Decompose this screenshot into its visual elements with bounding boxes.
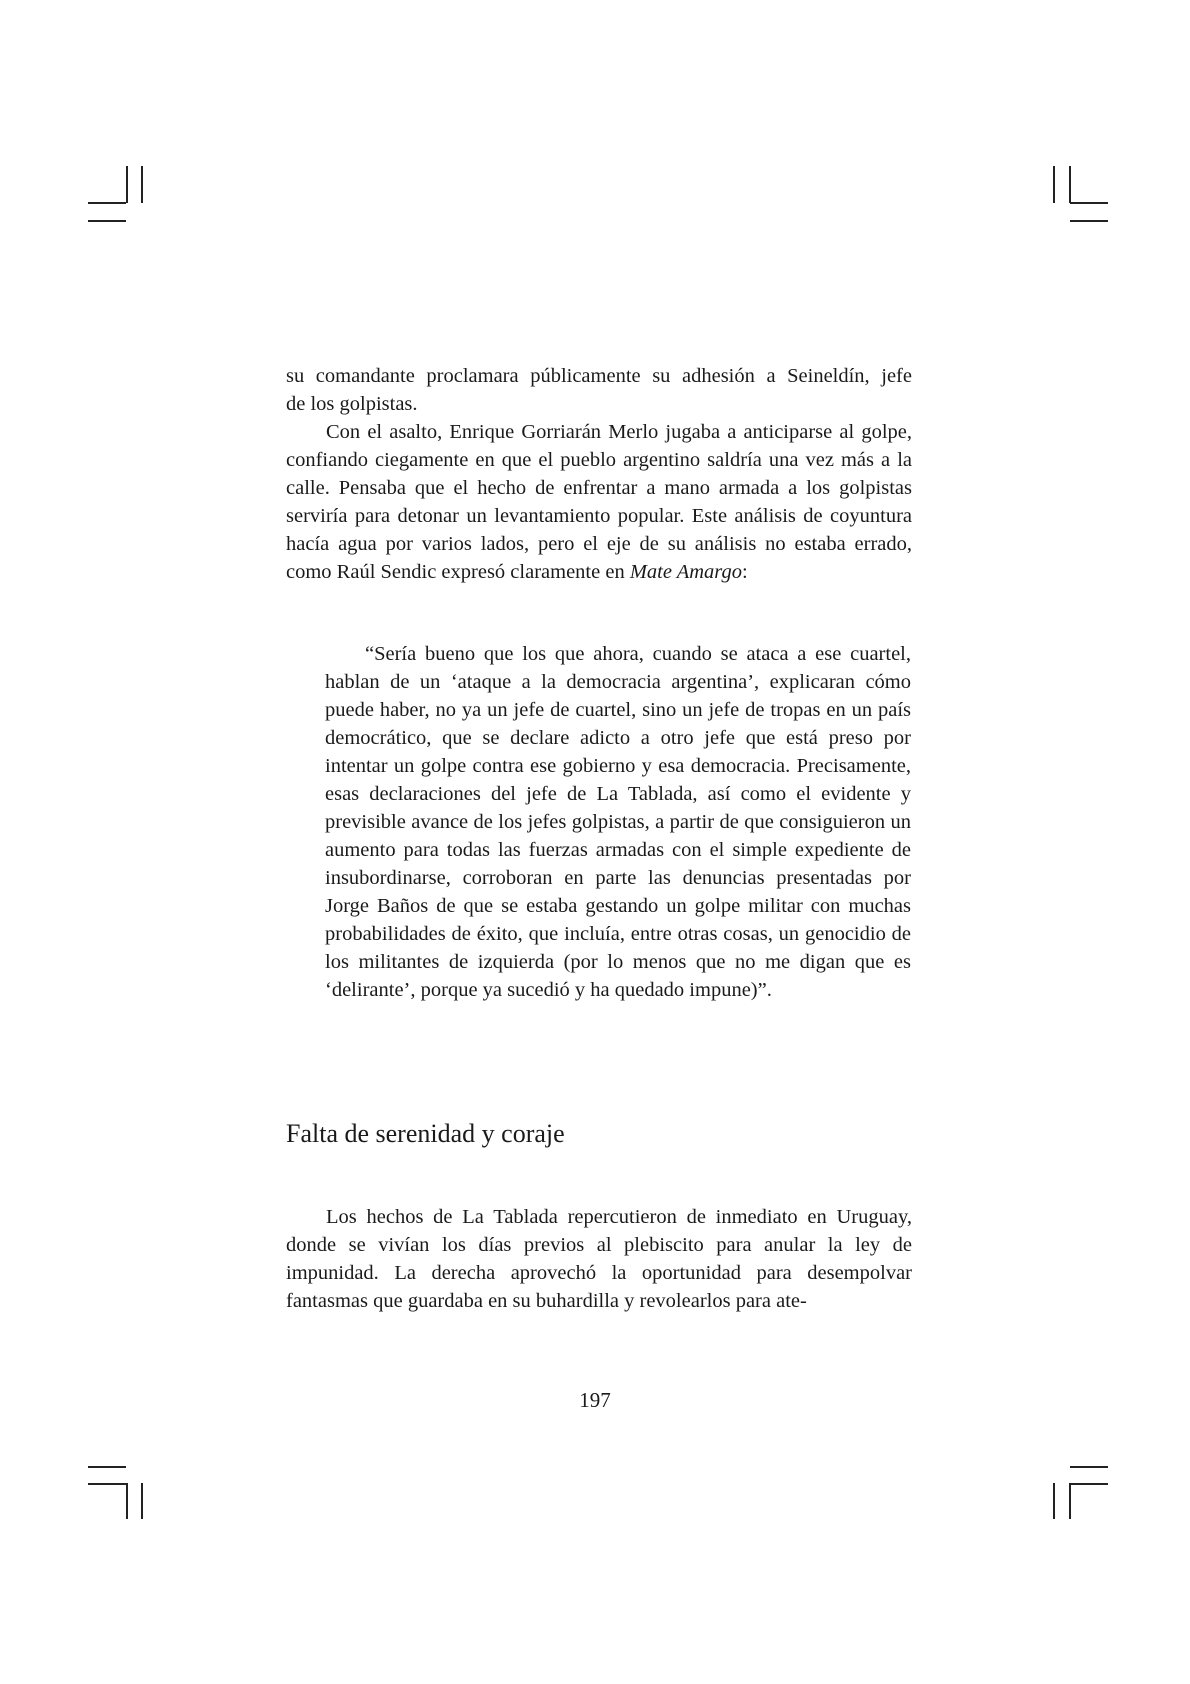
crop-mark-bottom-right-h2 <box>1070 1483 1108 1485</box>
crop-mark-top-left-h2 <box>88 220 126 222</box>
crop-mark-top-right-h2 <box>1070 220 1108 222</box>
continued-paragraph-line-1: su comandante proclamara públicamente su adhesión a Seineldín, jefe <box>286 365 912 387</box>
crop-mark-top-left-v2 <box>141 166 143 203</box>
crop-mark-bottom-right-h <box>1070 1466 1108 1468</box>
paragraph-assault-text: Con el asalto, Enrique Gorriarán Merlo jugaba a anticiparse al golpe, confiando ciegamente en que el pueblo argentino saldría una vez más a la calle. Pensaba que el hecho de enfrentar a mano armada a los golpistas serviría para detonar un levantamiento popular. Este análisis de coyuntura hacía agua por varios lados, pero el eje de su análisis no estaba errado, como Raúl Sendic expresó claramente en <box>286 421 912 583</box>
crop-mark-top-right-v <box>1053 166 1055 203</box>
body-text-section <box>286 1203 912 1315</box>
body-text-top <box>286 362 912 586</box>
crop-mark-top-left-h <box>88 202 126 204</box>
section-heading: Falta de serenidad y coraje <box>286 1119 565 1148</box>
crop-mark-bottom-left-h <box>88 1466 126 1468</box>
crop-mark-bottom-left-v2 <box>141 1483 143 1519</box>
paragraph-assault-end: : <box>742 561 748 583</box>
crop-mark-bottom-left-h2 <box>88 1483 126 1485</box>
paragraph-assault <box>286 418 912 586</box>
crop-mark-bottom-right-v <box>1053 1483 1055 1519</box>
crop-mark-bottom-right-v2 <box>1069 1483 1071 1519</box>
crop-mark-top-left-v <box>126 166 128 203</box>
page-number: 197 <box>579 1388 611 1412</box>
crop-mark-top-right-v2 <box>1069 166 1071 203</box>
section-paragraph: Los hechos de La Tablada repercutieron de inmediato en Uruguay, donde se vivían los días previos al plebiscito para anular la ley de impunidad. La derecha aprovechó la oportunidad para desempolvar fantasmas que guardaba en su buhardilla y revolearlos para ate- <box>286 1206 912 1312</box>
quote-text: “Sería bueno que los que ahora, cuando se ataca a ese cuartel, hablan de un ‘ataque a la democracia argentina’, explicaran cómo puede haber, no ya un jefe de cuartel, sino un jefe de tropas en un país democrático, que se declare adicto a otro jefe que está preso por intentar un golpe contra ese gobierno y esa democracia. Precisamente, esas declaraciones del jefe de La Tablada, así como el evidente y previsible avance de los jefes golpistas, a partir de que consiguieron un aumento para todas las fuerzas armadas con el simple expediente de insubordinarse, corroboran en parte las denuncias presentadas por Jorge Baños de que se estaba gestando un golpe militar con muchas probabilidades de éxito, que incluía, entre otras cosas, un genocidio de los militantes de izquierda (por lo menos que no me digan que es ‘delirante’, porque ya sucedió y ha quedado impune)”. <box>325 643 911 1001</box>
crop-mark-bottom-left-v <box>126 1483 128 1519</box>
publication-title: Mate Amargo <box>629 561 742 583</box>
block-quote <box>325 640 911 1004</box>
crop-mark-top-right-h <box>1070 202 1108 204</box>
continued-paragraph-line-2: de los golpistas. <box>286 393 418 415</box>
